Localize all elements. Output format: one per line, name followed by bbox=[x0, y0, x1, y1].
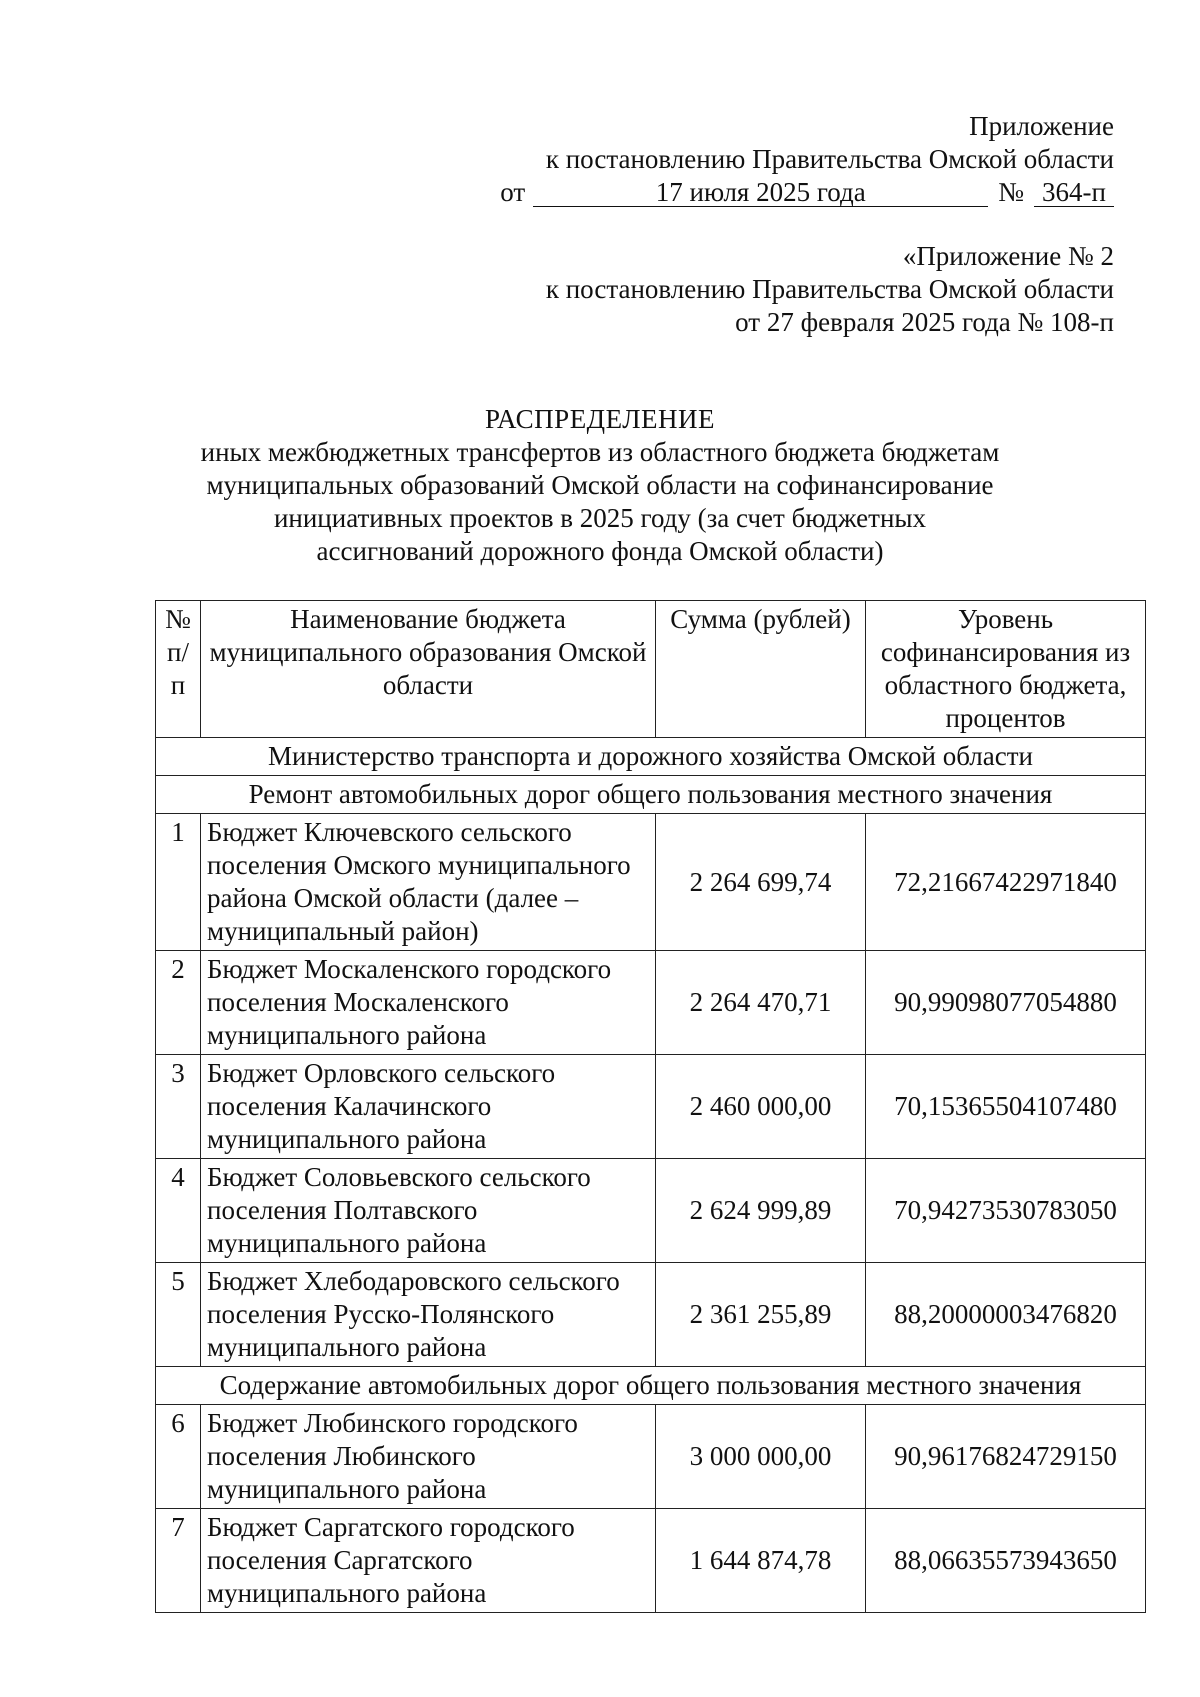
number-sign: № bbox=[998, 177, 1024, 207]
title-line-1: иных межбюджетных трансфертов из областного бюджета бюджетам bbox=[200, 437, 1000, 467]
decree-date: 17 июля 2025 года bbox=[533, 179, 988, 207]
title-main: РАСПРЕДЕЛЕНИЕ bbox=[484, 404, 716, 434]
row-level: 88,20000003476820 bbox=[866, 1263, 1146, 1367]
ministry-name: Министерство транспорта и дорожного хозяйства Омской области bbox=[156, 738, 1146, 776]
header-name: Наименование бюджета муниципального образования Омской области bbox=[201, 601, 656, 738]
title-line-2: муниципальных образований Омской области на софинансирование bbox=[206, 470, 994, 500]
original-appendix-label: «Приложение № 2 bbox=[902, 241, 1114, 271]
row-sum: 1 644 874,78 bbox=[656, 1509, 866, 1613]
table-row bbox=[156, 1263, 1146, 1367]
header-level: Уровень софинансирования из областного бюджета, процентов bbox=[866, 601, 1146, 738]
distribution-table bbox=[155, 600, 1146, 1613]
row-num: 3 bbox=[156, 1055, 201, 1159]
table-row bbox=[156, 1159, 1146, 1263]
row-sum: 2 624 999,89 bbox=[656, 1159, 866, 1263]
row-sum: 2 361 255,89 bbox=[656, 1263, 866, 1367]
row-name: Бюджет Хлебодаровского сельского поселения Русско-Полянского муниципального района bbox=[201, 1263, 656, 1367]
row-level: 90,99098077054880 bbox=[866, 951, 1146, 1055]
section-maintenance-row bbox=[156, 1367, 1146, 1405]
row-name: Бюджет Соловьевского сельского поселения Полтавского муниципального района bbox=[201, 1159, 656, 1263]
row-name: Бюджет Орловского сельского поселения Калачинского муниципального района bbox=[201, 1055, 656, 1159]
title-line-3: инициативных проектов в 2025 году (за счет бюджетных bbox=[273, 503, 927, 533]
row-name: Бюджет Любинского городского поселения Любинского муниципального района bbox=[201, 1405, 656, 1509]
appendix-date-line bbox=[414, 176, 1114, 209]
section-repair-row bbox=[156, 776, 1146, 814]
row-num: 6 bbox=[156, 1405, 201, 1509]
row-name: Бюджет Москаленского городского поселения Москаленского муниципального района bbox=[201, 951, 656, 1055]
original-appendix bbox=[414, 240, 1114, 339]
decree-number: 364-п bbox=[1034, 179, 1114, 207]
original-appendix-to: к постановлению Правительства Омской области bbox=[545, 274, 1114, 304]
appendix-header bbox=[414, 110, 1114, 209]
row-level: 70,94273530783050 bbox=[866, 1159, 1146, 1263]
table-row bbox=[156, 814, 1146, 951]
section-repair: Ремонт автомобильных дорог общего пользования местного значения bbox=[156, 776, 1146, 814]
row-num: 5 bbox=[156, 1263, 201, 1367]
row-sum: 2 264 699,74 bbox=[656, 814, 866, 951]
row-num: 1 bbox=[156, 814, 201, 951]
from-label: от bbox=[500, 177, 526, 207]
header-num: № п/п bbox=[156, 601, 201, 738]
row-level: 72,21667422971840 bbox=[866, 814, 1146, 951]
row-name: Бюджет Ключевского сельского поселения Омского муниципального района Омской области (далее – муниципальный район) bbox=[201, 814, 656, 951]
row-num: 4 bbox=[156, 1159, 201, 1263]
title-line-4: ассигнований дорожного фонда Омской области) bbox=[316, 536, 884, 566]
row-num: 2 bbox=[156, 951, 201, 1055]
row-sum: 3 000 000,00 bbox=[656, 1405, 866, 1509]
appendix-label: Приложение bbox=[969, 111, 1114, 141]
table-row bbox=[156, 1509, 1146, 1613]
table-row bbox=[156, 1055, 1146, 1159]
ministry-row bbox=[156, 738, 1146, 776]
row-sum: 2 264 470,71 bbox=[656, 951, 866, 1055]
appendix-to: к постановлению Правительства Омской области bbox=[545, 144, 1114, 174]
section-maintenance: Содержание автомобильных дорог общего пользования местного значения bbox=[156, 1367, 1146, 1405]
row-level: 88,06635573943650 bbox=[866, 1509, 1146, 1613]
row-name: Бюджет Саргатского городского поселения Саргатского муниципального района bbox=[201, 1509, 656, 1613]
row-sum: 2 460 000,00 bbox=[656, 1055, 866, 1159]
original-appendix-date: от 27 февраля 2025 года № 108-п bbox=[735, 307, 1114, 337]
table-row bbox=[156, 1405, 1146, 1509]
row-num: 7 bbox=[156, 1509, 201, 1613]
row-level: 70,15365504107480 bbox=[866, 1055, 1146, 1159]
document-title bbox=[150, 403, 1050, 568]
table-header-row bbox=[156, 601, 1146, 738]
header-sum: Сумма (рублей) bbox=[656, 601, 866, 738]
table-row bbox=[156, 951, 1146, 1055]
row-level: 90,96176824729150 bbox=[866, 1405, 1146, 1509]
